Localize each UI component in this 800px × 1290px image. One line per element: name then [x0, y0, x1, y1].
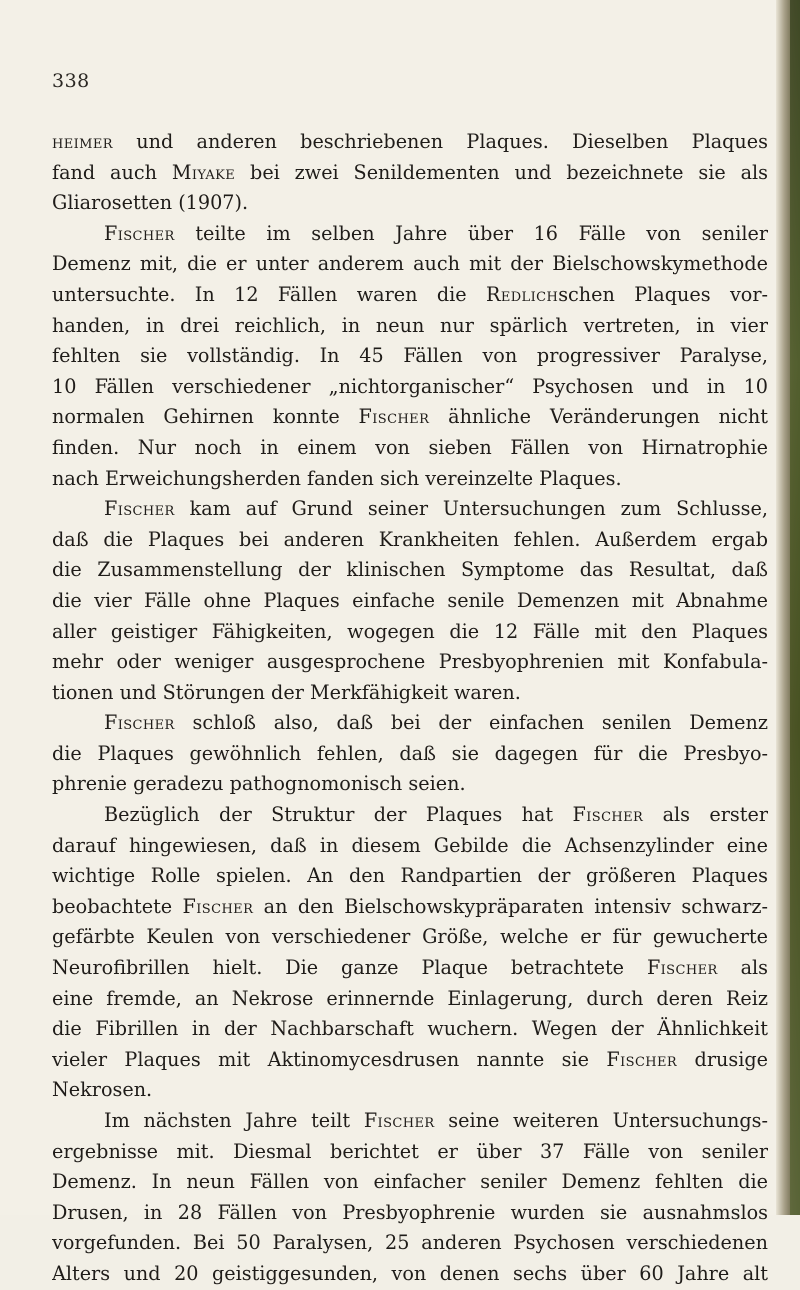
- text-line: [52, 555, 768, 586]
- text-line: [52, 892, 768, 923]
- text-run: ähnliche Veränderungen nicht: [429, 405, 768, 429]
- text-run: fehlten sie vollständig. In 45 Fällen von progressiver Paralyse,: [52, 344, 768, 368]
- text-line: [52, 127, 768, 158]
- text-run: Demenz mit, die er unter anderem auch mit der Bielschowskymethode: [52, 252, 768, 276]
- text-run: bei zwei Senildementen und bezeichnete sie als: [235, 160, 768, 184]
- text-line: [52, 525, 768, 556]
- text-line: [52, 1106, 768, 1137]
- text-line: [52, 647, 768, 678]
- author-name: Fischer: [646, 956, 718, 980]
- text-run: tionen und Störungen der Merkfähigkeit waren.: [52, 680, 521, 704]
- page-number: 338: [52, 70, 90, 92]
- text-run: untersuchte. In 12 Fällen waren die: [52, 282, 486, 306]
- text-line: [52, 341, 768, 372]
- text-line: [52, 1167, 768, 1198]
- text-run: schloß also, daß bei der einfachen senilen Demenz: [174, 711, 768, 735]
- text-run: gefärbte Keulen von verschiedener Größe, welche er für gewucherte: [52, 925, 768, 949]
- text-run: die Fibrillen in der Nachbarschaft wuchern. Wegen der Ähnlichkeit: [52, 1017, 768, 1041]
- text-line: [52, 586, 768, 617]
- text-line: [52, 249, 768, 280]
- text-line: [52, 922, 768, 953]
- text-line: [52, 953, 768, 984]
- text-run: aller geistiger Fähigkeiten, wogegen die 12 Fälle mit den Plaques: [52, 619, 768, 643]
- text-run: an den Bielschowskypräparaten intensiv schwarz-: [253, 894, 768, 918]
- text-run: wichtige Rolle spielen. An den Randpartien der größeren Plaques: [52, 864, 768, 888]
- text-line: [52, 984, 768, 1015]
- text-line: [52, 739, 768, 770]
- text-run: daß die Plaques bei anderen Krankheiten fehlen. Außerdem ergab: [52, 527, 768, 551]
- text-run: 10 Fällen verschiedener „nichtorganischer“ Psychosen und in 10: [52, 374, 768, 398]
- text-run: eine fremde, an Nekrose erinnernde Einlagerung, durch deren Reiz: [52, 986, 768, 1010]
- author-name: Fischer: [363, 1109, 435, 1132]
- text-run: die Zusammenstellung der klinischen Symptome das Resultat, daß: [52, 558, 768, 582]
- text-run: und anderen beschriebenen Plaques. Dieselben Plaques: [112, 130, 768, 153]
- text-line: [52, 1198, 768, 1229]
- text-line: [52, 800, 768, 831]
- text-line: [52, 1259, 768, 1290]
- text-run: Drusen, in 28 Fällen von Presbyophrenie wurden sie ausnahmslos: [52, 1200, 768, 1224]
- text-run: als erster: [643, 803, 768, 827]
- text-line: [52, 617, 768, 648]
- text-run: vieler Plaques mit Aktinomycesdrusen nannte sie: [52, 1047, 607, 1071]
- author-name: Fischer: [572, 803, 644, 827]
- author-name: Fischer: [358, 405, 430, 429]
- body-text: [52, 127, 768, 1290]
- text-line: [52, 678, 768, 709]
- author-name: heimer: [52, 130, 113, 153]
- text-line: [52, 158, 768, 189]
- text-line: [52, 861, 768, 892]
- text-run: Gliarosetten (1907).: [52, 191, 249, 215]
- text-line: [52, 831, 768, 862]
- text-run: mehr oder weniger ausgesprochene Presbyophrenien mit Konfabula-: [52, 650, 768, 674]
- text-line: [52, 769, 768, 800]
- text-run: seine weiteren Untersuchungs-: [434, 1109, 768, 1132]
- text-run: Alters und 20 geistiggesunden, von denen sechs über 60 Jahre alt: [52, 1261, 768, 1285]
- author-name: Fischer: [104, 221, 175, 245]
- text-line: [52, 708, 768, 739]
- text-run: darauf hingewiesen, daß in diesem Gebilde die Achsenzylinder eine: [52, 833, 768, 857]
- text-run: phrenie geradezu pathognomonisch seien.: [52, 772, 466, 796]
- text-line: [52, 464, 768, 495]
- text-line: [52, 1228, 768, 1259]
- author-name: Redlich: [485, 282, 559, 306]
- page-edge-binding: [790, 0, 800, 1215]
- author-name: Fischer: [104, 711, 175, 735]
- text-line: [52, 433, 768, 464]
- text-run: finden. Nur noch in einem von sieben Fällen von Hirnatrophie: [52, 435, 768, 459]
- text-run: fand auch: [52, 160, 172, 184]
- text-run: schen Plaques vor-: [558, 282, 768, 306]
- text-line: [52, 372, 768, 403]
- text-line: [52, 311, 768, 342]
- text-run: nach Erweichungsherden fanden sich vereinzelte Plaques.: [52, 466, 622, 490]
- author-name: Fischer: [182, 894, 254, 918]
- text-run: Nekrosen.: [52, 1078, 153, 1102]
- text-run: Bezüglich der Struktur der Plaques hat: [104, 803, 573, 827]
- text-line: [52, 402, 768, 433]
- text-line: [52, 188, 768, 219]
- text-run: Demenz. In neun Fällen von einfacher seniler Demenz fehlten die: [52, 1170, 768, 1194]
- text-run: handen, in drei reichlich, in neun nur spärlich vertreten, in vier: [52, 313, 768, 337]
- author-name: Fischer: [104, 497, 175, 521]
- text-line: [52, 494, 768, 525]
- text-run: ergebnisse mit. Diesmal berichtet er über 37 Fälle von seniler: [52, 1139, 768, 1163]
- text-run: kam auf Grund seiner Untersuchungen zum Schlusse,: [174, 497, 768, 521]
- text-run: die vier Fälle ohne Plaques einfache senile Demenzen mit Abnahme: [52, 588, 768, 612]
- text-run: normalen Gehirnen konnte: [52, 405, 359, 429]
- text-run: vorgefunden. Bei 50 Paralysen, 25 anderen Psychosen verschiedenen: [52, 1231, 768, 1255]
- text-run: als: [717, 956, 768, 980]
- text-run: teilte im selben Jahre über 16 Fälle von seniler: [174, 221, 768, 245]
- author-name: Fischer: [606, 1047, 678, 1071]
- text-run: Im nächsten Jahre teilt: [104, 1109, 364, 1132]
- text-line: [52, 1014, 768, 1045]
- text-line: [52, 1075, 768, 1106]
- text-line: [52, 1045, 768, 1076]
- author-name: Miyake: [171, 160, 236, 184]
- text-line: [52, 219, 768, 250]
- text-run: die Plaques gewöhnlich fehlen, daß sie dagegen für die Presbyo-: [52, 741, 768, 765]
- text-line: [52, 1137, 768, 1168]
- text-run: beobachtete: [52, 894, 183, 918]
- text-run: drusige: [677, 1047, 768, 1071]
- text-run: Neurofibrillen hielt. Die ganze Plaque betrachtete: [52, 956, 647, 980]
- text-line: [52, 280, 768, 311]
